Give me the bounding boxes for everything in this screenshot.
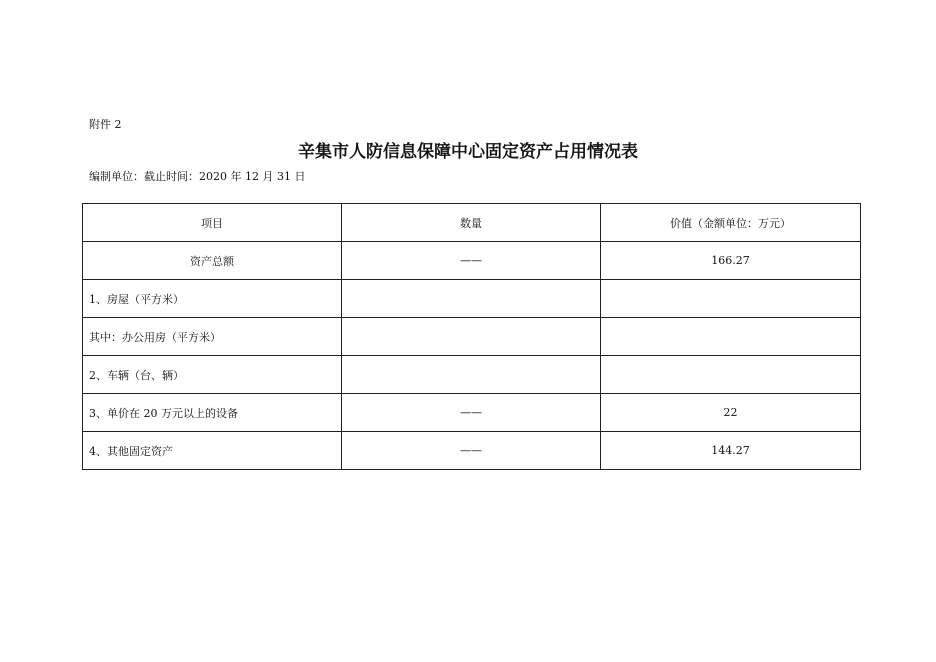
row-item: 3、单价在 20 万元以上的设备 [83,394,342,432]
row-value: 166.27 [601,242,861,280]
row-item: 其中：办公用房（平方米） [83,318,342,356]
row-quantity [342,280,601,318]
table-row [83,280,861,318]
table-row [83,432,861,470]
attachment-label: 附件 2 [89,118,122,131]
table-row [83,356,861,394]
header-value: 价值（金额单位：万元） [601,204,861,242]
table-header-row [83,204,861,242]
fixed-assets-table [82,203,861,470]
header-item: 项目 [83,204,342,242]
row-quantity [342,356,601,394]
row-item: 2、车辆（台、辆） [83,356,342,394]
row-quantity: —— [342,432,601,470]
row-quantity: —— [342,242,601,280]
table-row [83,318,861,356]
header-quantity: 数量 [342,204,601,242]
row-item: 4、其他固定资产 [83,432,342,470]
row-value [601,318,861,356]
row-quantity: —— [342,394,601,432]
row-quantity [342,318,601,356]
table-row [83,394,861,432]
row-item: 1、房屋（平方米） [83,280,342,318]
row-value [601,356,861,394]
row-value: 22 [601,394,861,432]
compiler-and-date-line: 编制单位：截止时间：2020 年 12 月 31 日 [89,170,306,183]
table-row [83,242,861,280]
page-title: 辛集市人防信息保障中心固定资产占用情况表 [298,142,638,162]
row-value: 144.27 [601,432,861,470]
row-item: 资产总额 [83,242,342,280]
row-value [601,280,861,318]
